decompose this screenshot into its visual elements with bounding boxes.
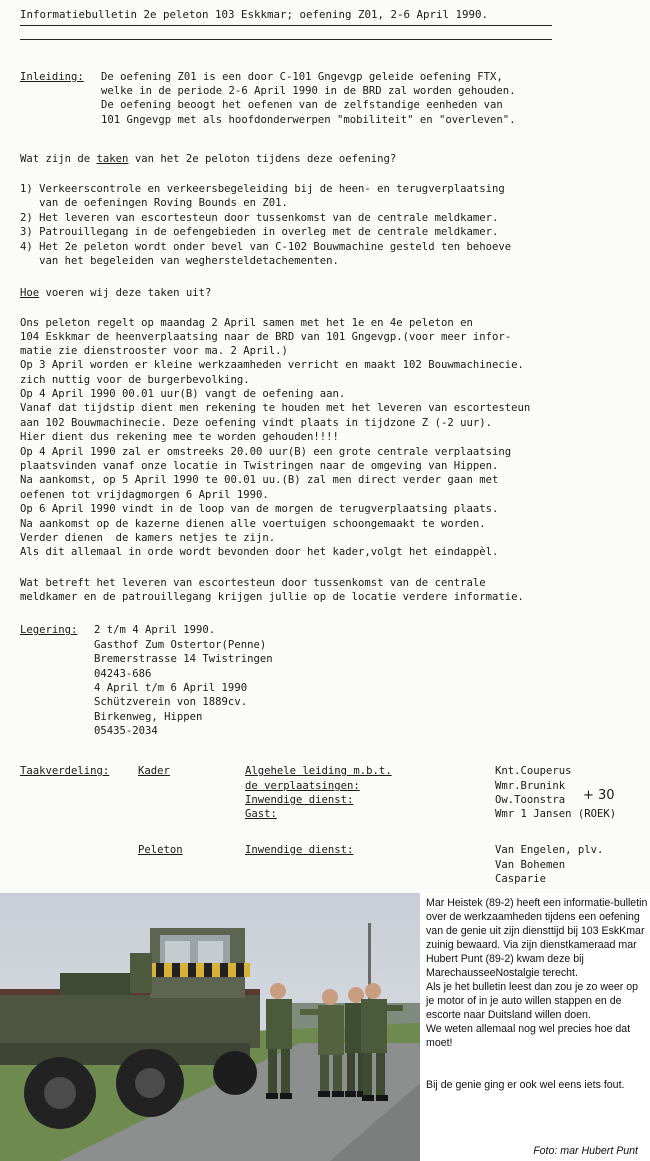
inleiding-line: welke in de periode 2-6 April 1990 in de BRD zal worden gehouden. — [101, 85, 516, 97]
legering-label: Legering: — [20, 624, 78, 636]
kader-name: Wmr.Brunink — [495, 780, 566, 792]
photo-truck-soldiers — [0, 893, 420, 1161]
photo-caption-section — [0, 893, 650, 1161]
hoe-line: 104 Eskkmar de heenverplaatsing naar de BRD van 101 Gngevgp.(voor meer infor- — [20, 331, 512, 343]
kader-task: Algehele leiding m.b.t. — [245, 765, 392, 777]
hoe-line: Verder dienen de kamers netjes te zijn. — [20, 532, 276, 544]
photo-credit: Foto: mar Hubert Punt — [533, 1145, 638, 1157]
taken-item: 1) Verkeerscontrole en verkeersbegeleiding bij de heen- en terugverplaatsing — [20, 183, 505, 195]
taken-item: 3) Patrouillegang in de oefengebieden in overleg met de centrale meldkamer. — [20, 226, 499, 238]
taken-question-pre: Wat zijn de — [20, 153, 97, 165]
taken-item: van de oefeningen Roving Bounds en Z01. — [20, 197, 288, 209]
kader-task: de verplaatsingen: — [245, 780, 360, 792]
kader-name: Wmr 1 Jansen (ROEK) — [495, 808, 617, 820]
peleton-task: Inwendige dienst: — [245, 844, 354, 856]
hoe-line: matie zie dienstrooster voor ma. 2 April.) — [20, 345, 288, 357]
peleton-name: Van Bohemen — [495, 859, 566, 871]
hoe-line: Na aankomst, op 5 April 1990 te 00.01 uu.(B) zal men direct verder gaan met — [20, 474, 499, 486]
inleiding-line: De oefening Z01 is een door C-101 Gngevgp geleide oefening FTX, — [101, 71, 503, 83]
hoe-line: Als dit allemaal in orde wordt bevonden door het kader,volgt het eindappèl. — [20, 546, 499, 558]
bulletin-title: Informatiebulletin 2e peleton 103 Eskkmar; oefening Z01, 2-6 April 1990. — [20, 8, 489, 21]
kader-name: Ow.Toonstra — [495, 794, 566, 806]
hoe-line: Op 4 April 1990 zal er omstreeks 20.00 uur(B) een grote centrale verplaatsing — [20, 446, 512, 458]
taken-item: 2) Het leveren van escortesteun door tussenkomst van de centrale meldkamer. — [20, 212, 499, 224]
kader-task: Gast: — [245, 808, 277, 820]
photo-caption — [426, 896, 648, 1092]
legering-line: 04243-686 — [94, 668, 152, 680]
taken-question-post: van het 2e peloton tijdens deze oefening? — [128, 153, 397, 165]
hoe-line: aan 102 Bouwmachinecie. Deze oefening vindt plaats in tijdzone Z (-2 uur). — [20, 417, 492, 429]
taken-keyword: taken — [96, 153, 129, 165]
caption-paragraph: Mar Heistek (89-2) heeft een informatie-bulletin over de werkzaamheden tijdens een oefening van de genie uit zijn diensttijd bij 103 EskKmar zuinig bewaard. Via zijn dienstkameraad mar Hubert Punt (89-2) kwam deze bij MarechausseeNostalgie terecht. — [426, 897, 648, 979]
kader-task: Inwendige dienst: — [245, 794, 354, 806]
caption-paragraph: Als je het bulletin leest dan zou je zo weer op je motor of in je auto willen stappen en de escorte naar Duitsland willen doen. — [426, 981, 639, 1021]
hoe-line: plaatsvinden vanaf onze locatie in Twistringen naar de omgeving van Hippen. — [20, 460, 499, 472]
inleiding-line: 101 Gngevgp met als hoofdonderwerpen "mobiliteit" en "overleven". — [101, 114, 516, 126]
inleiding-label: Inleiding: — [20, 71, 84, 83]
legering-line: Birkenweg, Hippen — [94, 711, 203, 723]
taken-item: van het begeleiden van weghersteldetachementen. — [20, 255, 339, 267]
hoe-line: zich nuttig voor de burgerbevolking. — [20, 374, 250, 386]
hoe-line: Hier dient dus rekening mee te worden gehouden!!!! — [20, 431, 339, 443]
caption-paragraph: We weten allemaal nog wel precies hoe dat moet! — [426, 1023, 631, 1049]
peleton-name: Van Engelen, plv. — [495, 844, 604, 856]
taken-item: 4) Het 2e peleton wordt onder bevel van C-102 Bouwmachine gesteld ten behoeve — [20, 241, 512, 253]
hoe-line: Op 4 April 1990 00.01 uur(B) vangt de oefening aan. — [20, 388, 346, 400]
taken-question — [20, 152, 396, 166]
taakverdeling-label: Taakverdeling: — [20, 765, 110, 777]
title-double-rule — [20, 39, 552, 40]
hoe-line: Ons peleton regelt op maandag 2 April samen met het 1e en 4e peleton en — [20, 317, 473, 329]
kader-name: Knt.Couperus — [495, 765, 572, 777]
legering-line: Bremerstrasse 14 Twistringen — [94, 653, 273, 665]
legering-line: 2 t/m 4 April 1990. — [94, 624, 216, 636]
peleton-label: Peleton — [138, 844, 183, 856]
legering-line: Schützverein von 1889cv. — [94, 696, 248, 708]
inleiding-line: De oefening beoogt het oefenen van de zelfstandige eenheden van — [101, 99, 503, 111]
photo-illustration — [0, 893, 420, 1161]
kader-label: Kader — [138, 765, 170, 777]
hoe-line: Vanaf dat tijdstip dient men rekening te houden met het leveren van escortesteun — [20, 402, 531, 414]
caption-paragraph: Bij de genie ging er ook wel eens iets fout. — [426, 1079, 625, 1091]
hoe-line: Op 6 April 1990 vindt in de loop van de morgen de terugverplaatsing plaats. — [20, 503, 499, 515]
legering-line: 4 April t/m 6 April 1990 — [94, 682, 248, 694]
hoe-line: Na aankomst op de kazerne dienen alle voertuigen schoongemaakt te worden. — [20, 518, 486, 530]
title-underline — [20, 25, 552, 26]
legering-line: Gasthof Zum Ostertor(Penne) — [94, 639, 267, 651]
handwritten-note: + 30 — [583, 788, 615, 803]
info-line: meldkamer en de patrouillegang krijgen jullie op de locatie verdere informatie. — [20, 591, 524, 603]
peleton-name: Casparie — [495, 873, 547, 885]
hoe-line: oefenen tot vrijdagmorgen 6 April 1990. — [20, 489, 269, 501]
hoe-keyword: Hoe — [20, 287, 40, 299]
legering-line: 05435-2034 — [94, 725, 158, 737]
hoe-line: Op 3 April worden er kleine werkzaamheden verricht en maakt 102 Bouwmachinecie. — [20, 359, 524, 371]
info-line: Wat betreft het leveren van escortesteun door tussenkomst van de centrale — [20, 577, 486, 589]
hoe-question-post: voeren wij deze taken uit? — [39, 287, 212, 299]
hoe-question — [20, 286, 211, 300]
